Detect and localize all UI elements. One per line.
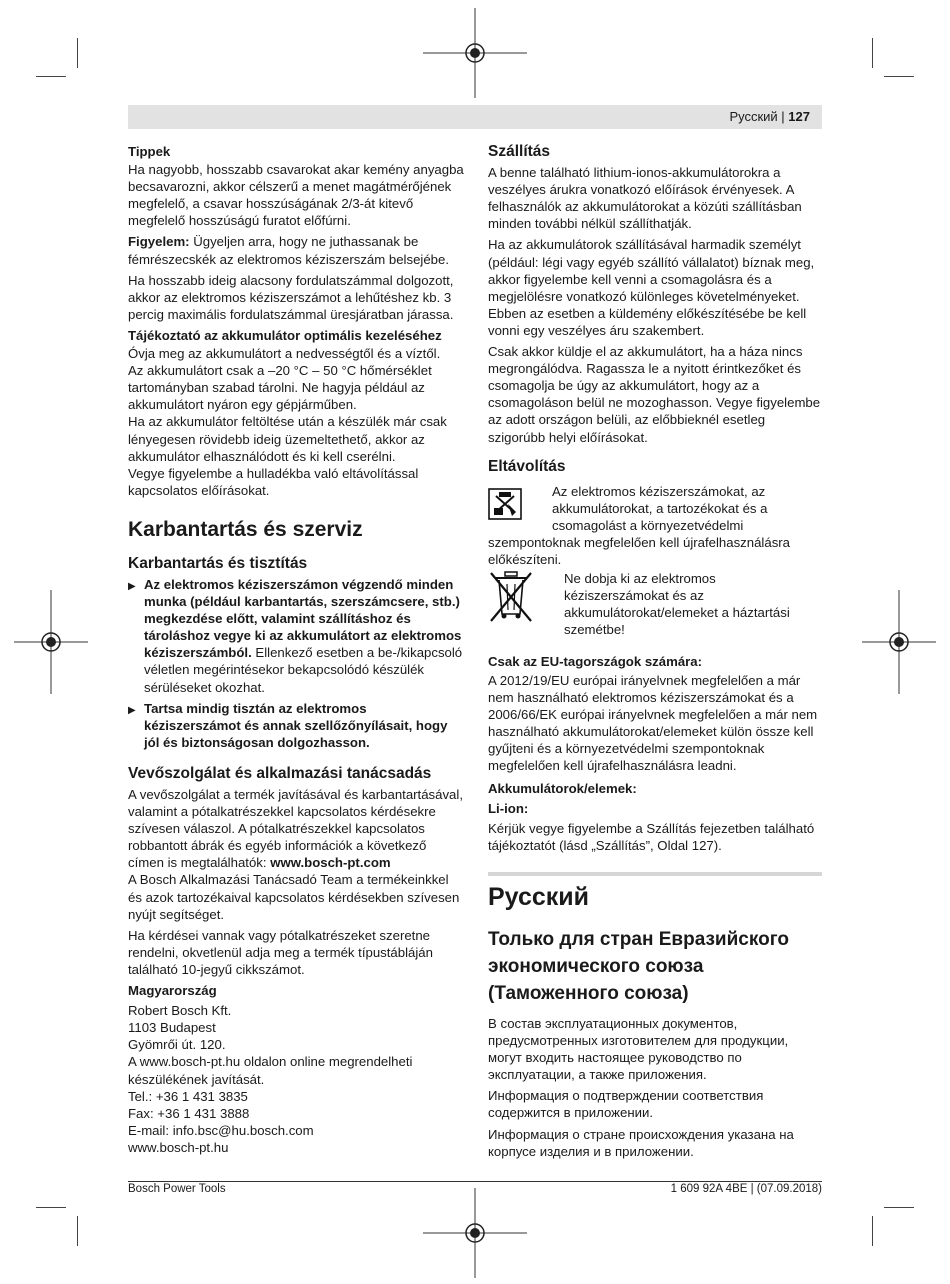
liion-paragraph: Kérjük vegye figyelembe a Szállítás fejezetben található tájékoztatót (lásd „Szállítás”, Oldal 127). bbox=[488, 821, 815, 854]
tips-paragraph-2 bbox=[128, 233, 464, 267]
crop-mark bbox=[77, 1216, 78, 1246]
eu-heading: Csak az EU-tagországok számára: bbox=[488, 653, 703, 669]
attention-label: Figyelem: bbox=[128, 234, 190, 250]
fax-line: Fax: +36 1 431 3888 bbox=[128, 1105, 250, 1121]
registration-mark-right bbox=[862, 590, 936, 694]
russian-section bbox=[488, 882, 822, 1164]
disposal-paragraph-2: Ne dobja ki az elektromos kéziszerszámokat és az akkumulátorokat/elemeket a háztartási szemétbe! bbox=[564, 571, 790, 638]
battery-text-1: Óvja meg az akkumulátort a nedvességtől és a víztől. bbox=[128, 346, 441, 362]
transport-paragraph-3: Csak akkor küldje el az akkumulátort, ha a háza nincs megrongálódva. Ragassza le a nyitott érintkezőket és csomagolja be úgy az akkumulátort, hogy az a csomagoláson belül ne mozoghasson. Vegye figyelembe az adott országon belüli, az előbbieknél esetleg szigorúbb helyi előírásokat. bbox=[488, 344, 821, 445]
tips-heading: Tippek bbox=[128, 144, 171, 159]
tips-paragraph-3: Ha hosszabb ideig alacsony fordulatszámmal dolgozott, akkor az elektromos kéziszerszámot a lehűtéshez kb. 3 percig maximális fordulatszámmal üresjáratban járassa. bbox=[128, 272, 454, 322]
russian-heading: Русский bbox=[488, 883, 590, 911]
registration-mark-left bbox=[14, 590, 88, 694]
crop-mark bbox=[77, 38, 78, 68]
section-divider bbox=[488, 872, 822, 876]
russian-paragraph-3: Информация о стране происхождения указана на корпусе изделия и в приложении. bbox=[488, 1126, 794, 1159]
tips-paragraph-1: Ha nagyobb, hosszabb csavarokat akar kemény anyagba becsavarozni, akkor célszerű a menet magátmérőjének megfelelő, a csavar hosszúságának 2/3-át kitevő megfelelő hosszúságú furatot előfúrni. bbox=[128, 162, 464, 229]
bullet-2-bold: Tartsa mindig tisztán az elektromos kéziszerszámot és annak szellőzőnyílásait, hogy jól és biztonságosan dolgozhasson. bbox=[144, 700, 448, 750]
left-column bbox=[128, 143, 464, 1156]
maintenance-subheading: Karbantartás és tisztítás bbox=[128, 554, 308, 572]
crop-mark bbox=[884, 76, 914, 77]
service-p1-text: A vevőszolgálat a termék javításával és karbantartásával, valamint a pótalkatrészekkel kapcsolatos kérdésekre szívesen válaszol. A pótalkatrészekkel kapcsolatos robbantott ábrák és egyéb információk a következő címen is megtalálhatók: bbox=[128, 787, 463, 871]
header-section: Русский bbox=[729, 109, 778, 124]
transport-heading: Szállítás bbox=[488, 143, 551, 160]
transport-paragraph-1: A benne található lithium-ionos-akkumulátorokra a veszélyes árukra vonatkozó előírások érvényesek. A felhasználók az akkumulátorokat a közúti szállításban minden további nélkül szállíthatják. bbox=[488, 165, 802, 232]
service-paragraph-3: Ha kérdései vannak vagy pótalkatrészeket szeretne rendelni, okvetlenül adja meg a termék típustábláján található 10-jegyű cikkszámot. bbox=[128, 927, 433, 977]
battery-text-2: Az akkumulátort csak a –20 °C – 50 °C hőmérséklet tartományban szabad tárolni. Ne hagyja például az akkumulátort nyáron egy gépjárműben. bbox=[128, 363, 432, 413]
maintenance-bullet-1 bbox=[128, 576, 464, 696]
header-text: Русский | 127 bbox=[729, 109, 810, 124]
battery-text-4: Vegye figyelembe a hulladékba való eltávolítással kapcsolatos előírásokat. bbox=[128, 465, 419, 498]
crop-mark bbox=[884, 1207, 914, 1208]
trash-row bbox=[488, 570, 822, 638]
service-paragraph-1 bbox=[128, 786, 464, 871]
crop-mark bbox=[36, 1207, 66, 1208]
recycle-row bbox=[488, 483, 822, 568]
batteries-heading: Akkumulátorok/elemek: bbox=[488, 781, 637, 797]
service-paragraph-2: A Bosch Alkalmazási Tanácsadó Team a termékeinkkel és azok tartozékaival kapcsolatos kérdésekben szívesen nyújt segítséget. bbox=[128, 872, 460, 922]
transport-paragraph-2: Ha az akkumulátorok szállításával harmadik személyt (például: légi vagy egyéb szállító vállalatot) bíznak meg, akkor figyelembe kell venni a csomagolásra és a megjelölésre vonatkozó különleges követelményeket. Ebben az esetben a küldemény előkészítésébe be kell vonni egy veszélyes áru szakembert. bbox=[488, 237, 815, 338]
russian-paragraph-1: В состав эксплуатационных документов, предусмотренных изготовителем для продукции, могут входить настоящее руководство по эксплуатации, а также приложения. bbox=[488, 1016, 789, 1083]
bullet-arrow-icon: ▶ bbox=[128, 704, 136, 716]
footer-right: 1 609 92A 4BE | (07.09.2018) bbox=[670, 1183, 822, 1195]
disposal-paragraph-1: Az elektromos kéziszerszámokat, az akkumulátorokat, a tartozékokat és a csomagolást a környezetvédelmi szempontoknak megfelelően kell újrafelhasználásra előkészíteni. bbox=[488, 483, 791, 568]
phone-line: Tel.: +36 1 431 3835 bbox=[128, 1088, 248, 1104]
page-header bbox=[128, 105, 822, 129]
russian-subheading: Только для стран Евразийского экономического союза (Таможенного союза) bbox=[488, 929, 789, 1004]
crossed-bin-icon bbox=[488, 570, 534, 624]
bullet-1-bold: Az elektromos kéziszerszámon végzendő minden munka (például karbantartás, szerszámcsere, stb.) megkezdése előtt, valamint szállításhoz és tároláshoz vegye ki az akkumulátort az elektromos kéziszerszámból. bbox=[144, 576, 462, 661]
registration-mark-top bbox=[423, 8, 527, 98]
bullet-arrow-icon: ▶ bbox=[128, 580, 136, 592]
recycle-disposal-icon bbox=[488, 488, 522, 520]
battery-heading: Tájékoztató az akkumulátor optimális kezeléséhez bbox=[128, 327, 442, 343]
crop-mark bbox=[872, 38, 873, 68]
address-line: Robert Bosch Kft. bbox=[128, 1003, 232, 1019]
right-column bbox=[488, 143, 822, 859]
footer-rule bbox=[128, 1181, 822, 1182]
crop-mark bbox=[872, 1216, 873, 1246]
maintenance-heading: Karbantartás és szerviz bbox=[128, 517, 363, 541]
website-line: www.bosch-pt.hu bbox=[128, 1139, 229, 1155]
disposal-heading: Eltávolítás bbox=[488, 457, 566, 475]
address-line: 1103 Budapest bbox=[128, 1020, 216, 1036]
liion-heading: Li-ion: bbox=[488, 801, 529, 817]
eu-paragraph: A 2012/19/EU európai irányelvnek megfelelően a már nem használható elektromos kéziszerszámokat és a 2006/66/EK európai irányelvnek megfelelően a már nem használható akkumulátorokat/elemeket külön össze kell gyűjteni és a környezetvédelmi szempontoknak megfelelően kell újrafelhasználásra leadni. bbox=[488, 672, 818, 774]
page-number: 127 bbox=[788, 109, 810, 124]
bullet-1-text: Ellenkező esetben a be-/kikapcsoló véletlen megérintésekor bekapcsolódó készülék sérüléseket okozhat. bbox=[144, 645, 463, 695]
battery-text-3: Ha az akkumulátor feltöltése után a készülék már csak lényegesen rövidebb ideig üzemeltethető, akkor az akkumulátor elhasználódott és ki kell cserélni. bbox=[128, 414, 447, 464]
registration-mark-bottom bbox=[423, 1188, 527, 1278]
address-line: A www.bosch-pt.hu oldalon online megrendelheti készülékének javítását. bbox=[128, 1054, 413, 1087]
russian-paragraph-2: Информация о подтверждении соответствия содержится в приложении. bbox=[488, 1088, 764, 1121]
footer-left: Bosch Power Tools bbox=[128, 1183, 226, 1195]
maintenance-bullet-2 bbox=[128, 700, 464, 751]
email-line: E-mail: info.bsc@hu.bosch.com bbox=[128, 1122, 314, 1138]
service-heading: Vevőszolgálat és alkalmazási tanácsadás bbox=[128, 764, 432, 782]
service-link[interactable]: www.bosch-pt.com bbox=[270, 855, 391, 871]
attention-text: Ügyeljen arra, hogy ne juthassanak be fémrészecskék az elektromos kéziszerszám belsejébe. bbox=[128, 234, 450, 267]
country-heading: Magyarország bbox=[128, 983, 217, 999]
crop-mark bbox=[36, 76, 66, 77]
address-line: Gyömrői út. 120. bbox=[128, 1037, 226, 1053]
